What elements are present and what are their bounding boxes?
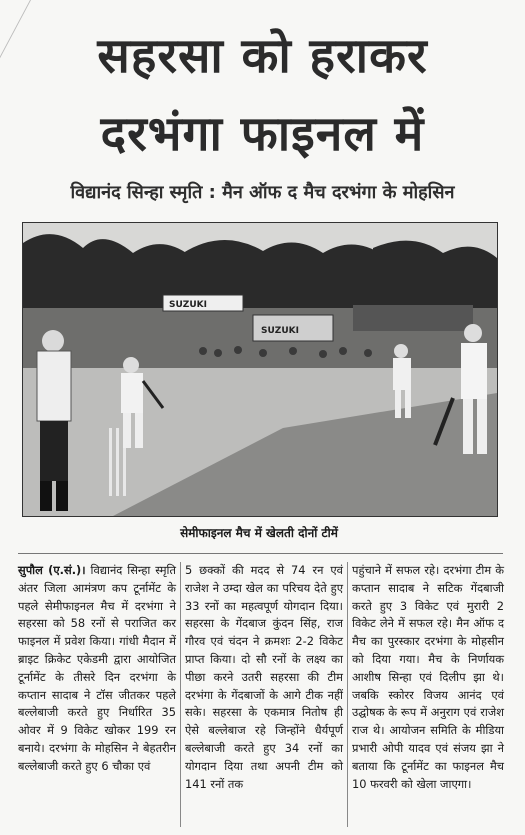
article-text-column-2: 5 छक्कों की मदद से 74 रन एवं राजेश ने उम्दा खेल का परिचय देते हुए 33 रनों का महत्वपूर्ण योगदान दिया। सहरसा के गेंदबाज कुंदन सिंह, राज गौरव एवं चंदन ने क्रमशः 2-2 विकेट प्राप्त किया। दो सौ रनों के लक्ष्य का पीछा करने उतरी सहरसा की टीम दरभंगा के गेंदबाजों के आगे टीक नहीं सके। सहरसा के एकमात्र नितोष ही ऐसे बल्लेबाज रहे जिन्होंने धैर्यपूर्ण बल्लेबाजी करते हुए 34 रनों का योगदान दिया तथा अपनी टीम को 141 रनों तक xyxy=(185,563,343,791)
column-divider xyxy=(180,562,181,827)
banner-1-text: SUZUKI xyxy=(169,300,207,310)
article-column-1 xyxy=(18,562,176,776)
photo-caption: सेमीफाइनल मैच में खेलती दोनों टीमें xyxy=(180,525,338,540)
article-dateline: सुपौल (ए.सं.)। xyxy=(18,563,86,577)
article-text-column-1: विद्यानंद सिन्हा स्मृति अंतर जिला आमंत्रण कप टूर्नामेंट के पहले सेमीफाइनल मैच में दरभंगा ने सहरसा को 58 रनों से पराजित कर फाइनल में प्रवेश किया। गांधी मैदान में ब्राइट क्रिकेट एकेडमी द्वारा आयोजित टूर्नामेंट के तीसरे दिन दरभंगा के कप्तान सादाब ने टॉस जीतकर पहले बल्लेबाजी करते हुए निर्धारित 35 ओवर में 9 विकेट खोकर 199 रन बनाये। दरभंगा के मोहसिन ने बेहतरीन बल्लेबाजी करते हुए 6 चौका एवं xyxy=(18,563,176,773)
banner-2-text: SUZUKI xyxy=(261,326,299,336)
article-column-2 xyxy=(185,562,343,793)
column-divider xyxy=(347,562,348,827)
headline-line-1: सहरसा को हराकर xyxy=(97,28,428,84)
article-column-3 xyxy=(352,562,504,793)
match-photo xyxy=(22,222,498,517)
article-text-column-3: पहुंचाने में सफल रहे। दरभंगा टीम के कप्तान सादाब ने सटिक गेंदबाजी करते हुए 3 विकेट एवं मुरारी 2 विकेट लेने में सफल रहे। मैन ऑफ द मैच का पुरस्कार दरभंगा के मोहसीन को दिया गया। मैच के निर्णायक आशीष सिन्हा एवं दिलीप झा थे। जबकि स्कोरर विजय आनंद एवं उद्घोषक के रूप में अनुराग एवं राजेश राज थे। आयोजन समिति के मीडिया प्रभारी ओपी यादव एवं संजय झा ने बताया कि टूर्नामेंट का फाइनल मैच 10 फरवरी को खेला जाएगा। xyxy=(352,563,504,791)
cricket-field-illustration xyxy=(23,223,497,516)
subheadline: विद्यानंद सिन्हा स्मृति : मैन ऑफ द मैच दरभंगा के मोहसिन xyxy=(70,182,455,203)
headline-line-2: दरभंगा फाइनल में xyxy=(100,106,425,162)
divider-line xyxy=(18,553,503,554)
